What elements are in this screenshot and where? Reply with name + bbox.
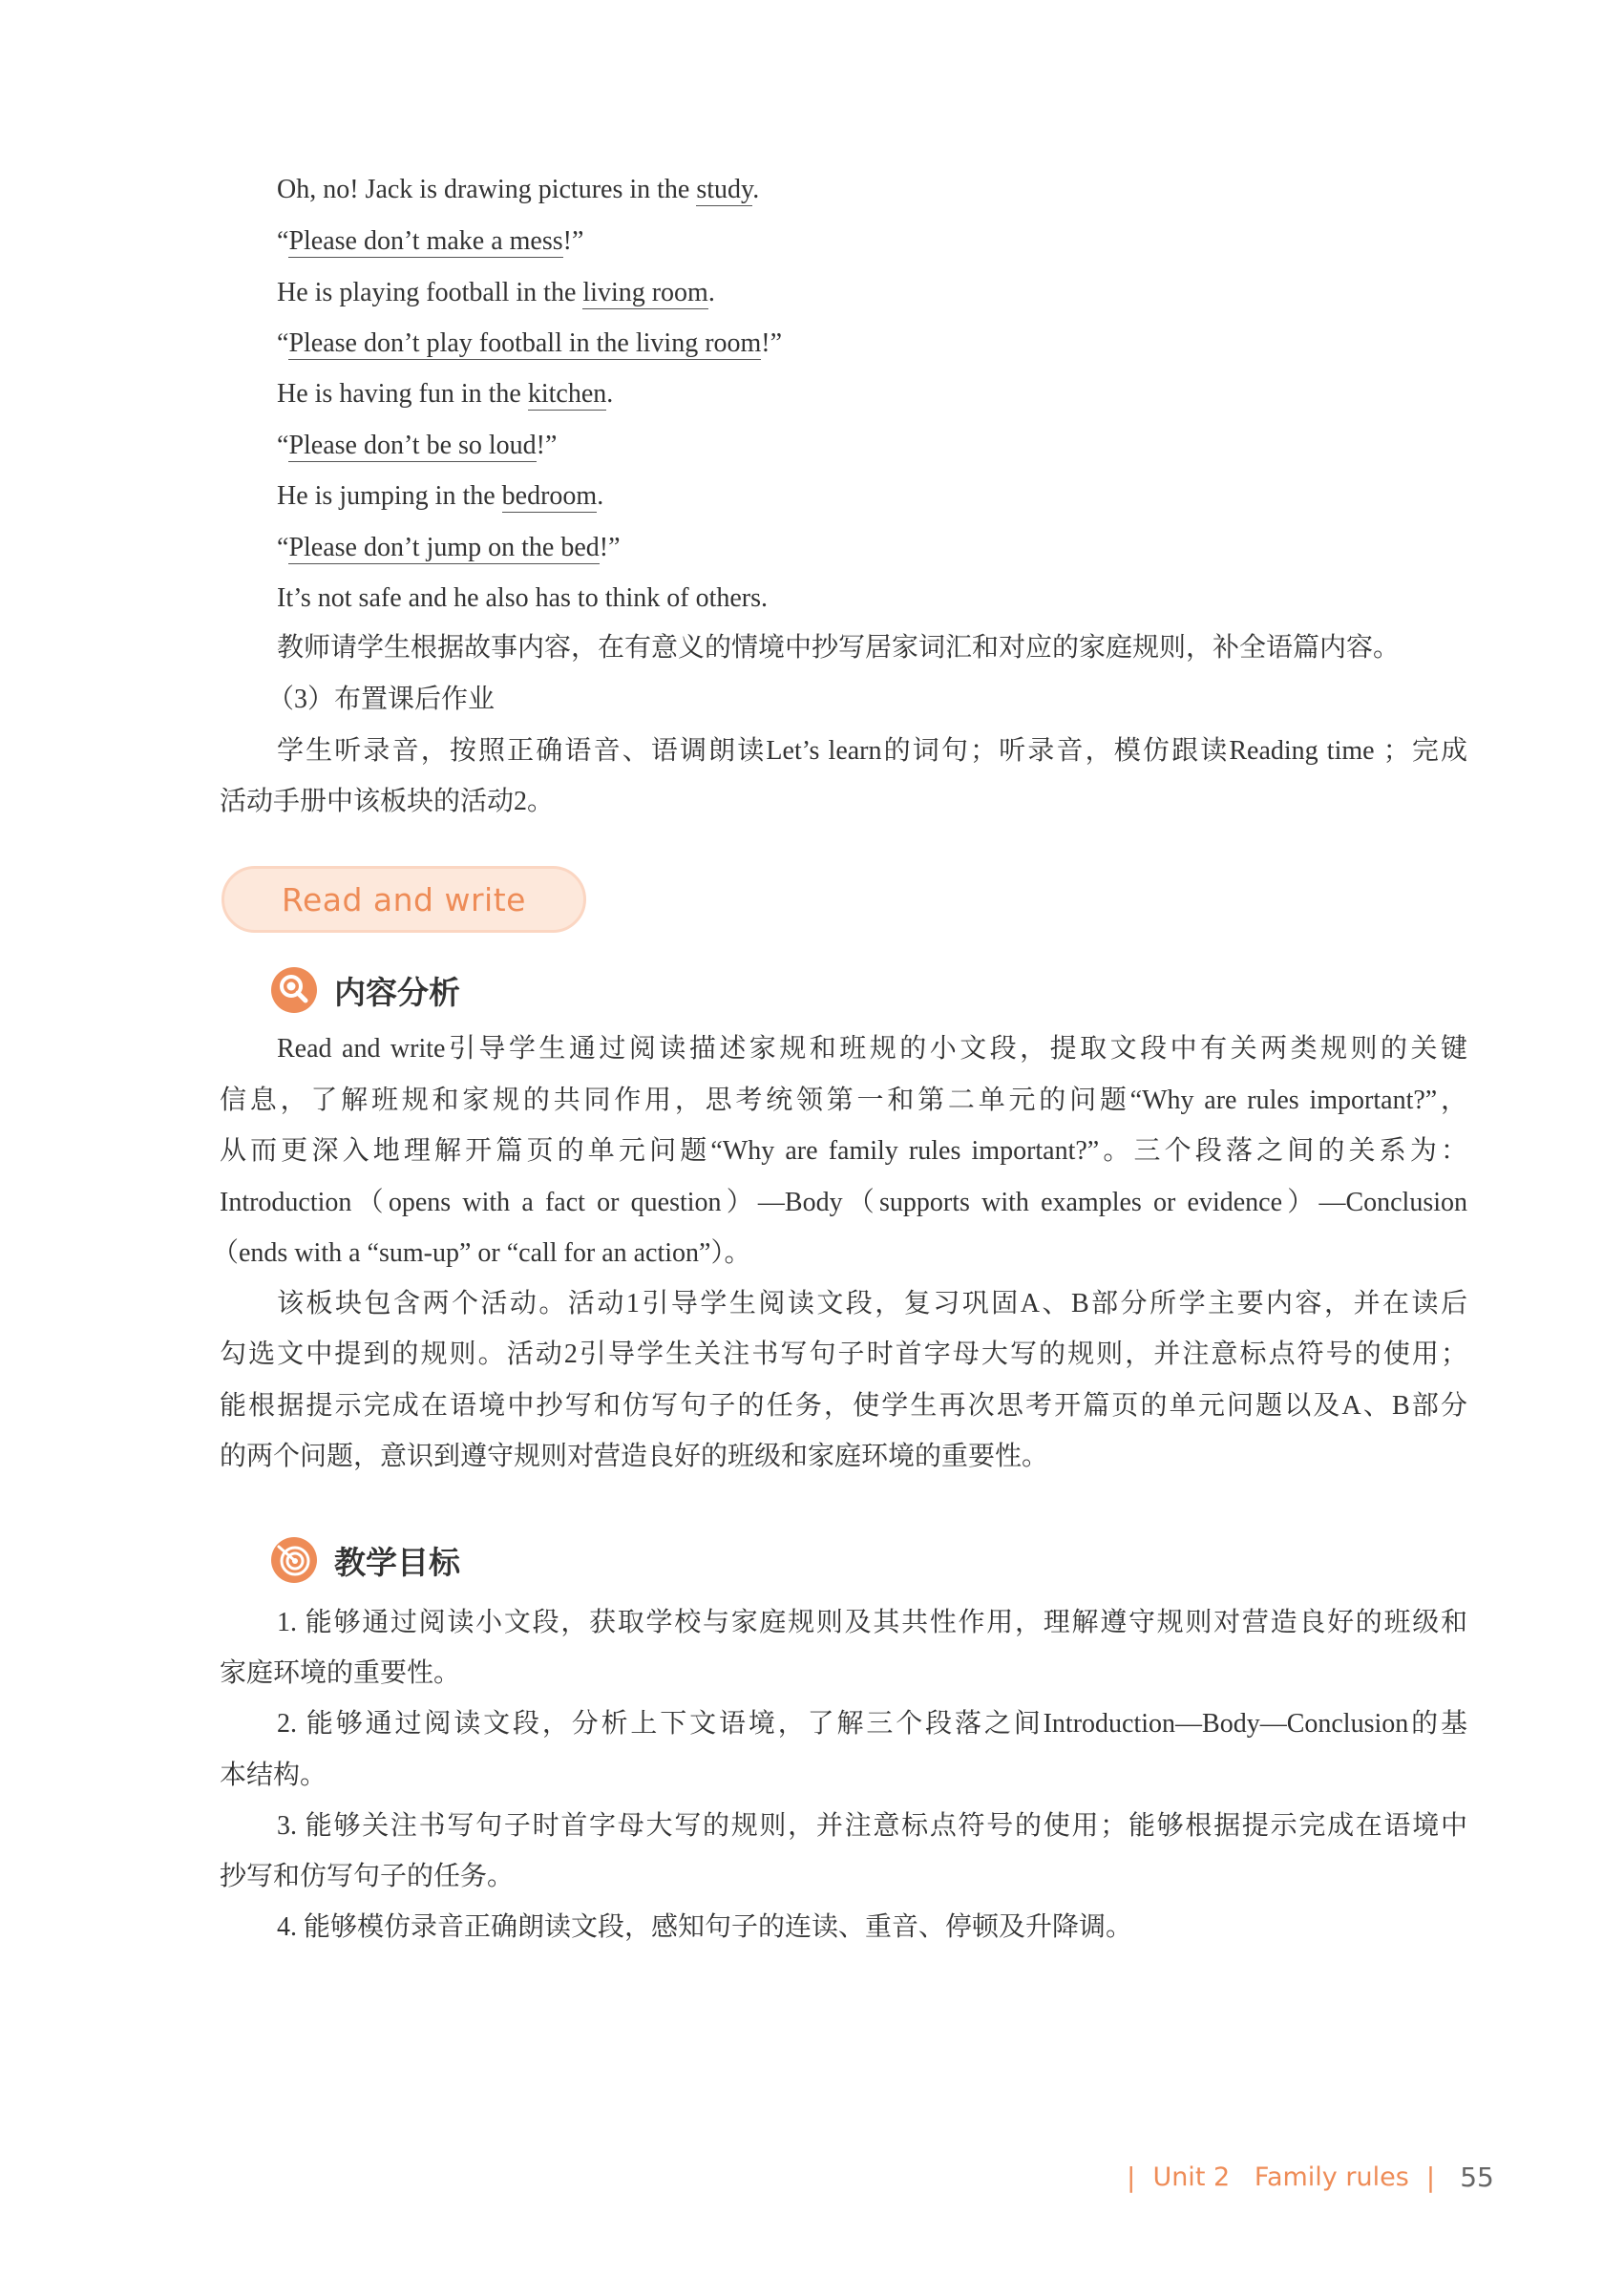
teaching-goals-title: 教学目标 [334, 1543, 460, 1581]
story-line-2: “Please don’t make a mess!” [277, 226, 584, 256]
story-line-3: He is playing football in the living room. [277, 278, 715, 307]
footer-divider-left: | [1127, 2162, 1136, 2193]
goal-1-line-2: 家庭环境的重要性。 [220, 1658, 461, 1688]
answer-underline: Please don’t be so loud [288, 431, 537, 460]
teacher-note: 教师请学生根据故事内容，在有意义的情境中抄写居家词汇和对应的家庭规则，补全语篇内容。 [277, 633, 1401, 663]
story-line-6: “Please don’t be so loud!” [277, 431, 558, 460]
story-line-5: He is having fun in the kitchen. [277, 379, 614, 409]
footer-unit-label: Unit 2 Family rules [1152, 2162, 1409, 2192]
goal-2-line-2: 本结构。 [220, 1761, 327, 1790]
analysis-p2-line-4: 的两个问题，意识到遵守规则对营造良好的班级和家庭环境的重要性。 [220, 1442, 1049, 1471]
teaching-goals-header [271, 1537, 460, 1583]
goal-2-line-1: 2. 能够通过阅读文段，分析上下文语境，了解三个段落之间Introduction—Body—Conclusion的基 [277, 1709, 1467, 1739]
content-analysis-header [271, 967, 460, 1013]
analysis-p1-line-4: Introduction（opens with a fact or question）—Body（supports with examples or evidence）—Conclusion [220, 1188, 1467, 1217]
analysis-p1-line-3: 从而更深入地理解开篇页的单元问题“Why are family rules important?”。三个段落之间的关系为： [220, 1136, 1467, 1166]
goal-1-line-1: 1. 能够通过阅读小文段，获取学校与家庭规则及其共性作用，理解遵守规则对营造良好的班级和 [277, 1608, 1467, 1637]
story-line-9: It’s not safe and he also has to think of others. [277, 583, 769, 613]
story-line-1: Oh, no! Jack is drawing pictures in the study. [277, 175, 760, 204]
analysis-p2-line-1: 该板块包含两个活动。活动1引导学生阅读文段，复习巩固A、B部分所学主要内容，并在读后 [277, 1289, 1467, 1318]
analysis-p1-line-2: 信息，了解班规和家规的共同作用，思考统领第一和第二单元的问题“Why are rules important?”， [220, 1086, 1467, 1115]
analysis-p2-line-2: 勾选文中提到的规则。活动2引导学生关注书写句子时首字母大写的规则，并注意标点符号的使用； [220, 1339, 1467, 1369]
section-pill-label: Read and write [282, 880, 526, 918]
answer-underline: study [696, 175, 753, 204]
answer-underline: Please don’t make a mess [288, 226, 563, 256]
story-line-7: He is jumping in the bedroom. [277, 481, 604, 511]
story-line-4: “Please don’t play football in the living room!” [277, 328, 783, 358]
homework-heading: （3）布置课后作业 [267, 685, 496, 714]
page-footer [1127, 2162, 1494, 2193]
footer-divider-right: | [1425, 2162, 1436, 2193]
analysis-p1-line-1: Read and write引导学生通过阅读描述家规和班规的小文段，提取文段中有关两类规则的关键 [277, 1034, 1467, 1064]
section-pill [221, 866, 586, 933]
magnifier-icon [271, 967, 317, 1013]
answer-underline: Please don’t play football in the living room [288, 328, 762, 358]
story-line-8: “Please don’t jump on the bed!” [277, 533, 621, 562]
answer-underline: bedroom [501, 481, 598, 511]
goal-3-line-2: 抄写和仿写句子的任务。 [220, 1862, 515, 1891]
homework-line-2: 活动手册中该板块的活动2。 [220, 787, 555, 816]
answer-underline: living room [582, 278, 708, 307]
target-icon [271, 1537, 317, 1583]
page-number: 55 [1460, 2162, 1494, 2193]
homework-line-1: 学生听录音，按照正确语音、语调朗读Let’s learn的词句；听录音，模仿跟读Reading time ；完成 [277, 736, 1467, 766]
goal-3-line-1: 3. 能够关注书写句子时首字母大写的规则，并注意标点符号的使用；能够根据提示完成在语境中 [277, 1811, 1467, 1841]
content-analysis-title: 内容分析 [334, 973, 460, 1011]
answer-underline: Please don’t jump on the bed [288, 533, 600, 562]
answer-underline: kitchen [527, 379, 607, 409]
goal-4-line-1: 4. 能够模仿录音正确朗读文段，感知句子的连读、重音、停顿及升降调。 [277, 1912, 1133, 1942]
analysis-p1-line-5: （ends with a “sum-up” or “call for an action”）。 [212, 1238, 751, 1268]
analysis-p2-line-3: 能根据提示完成在语境中抄写和仿写句子的任务，使学生再次思考开篇页的单元问题以及A、B部分 [220, 1391, 1467, 1421]
